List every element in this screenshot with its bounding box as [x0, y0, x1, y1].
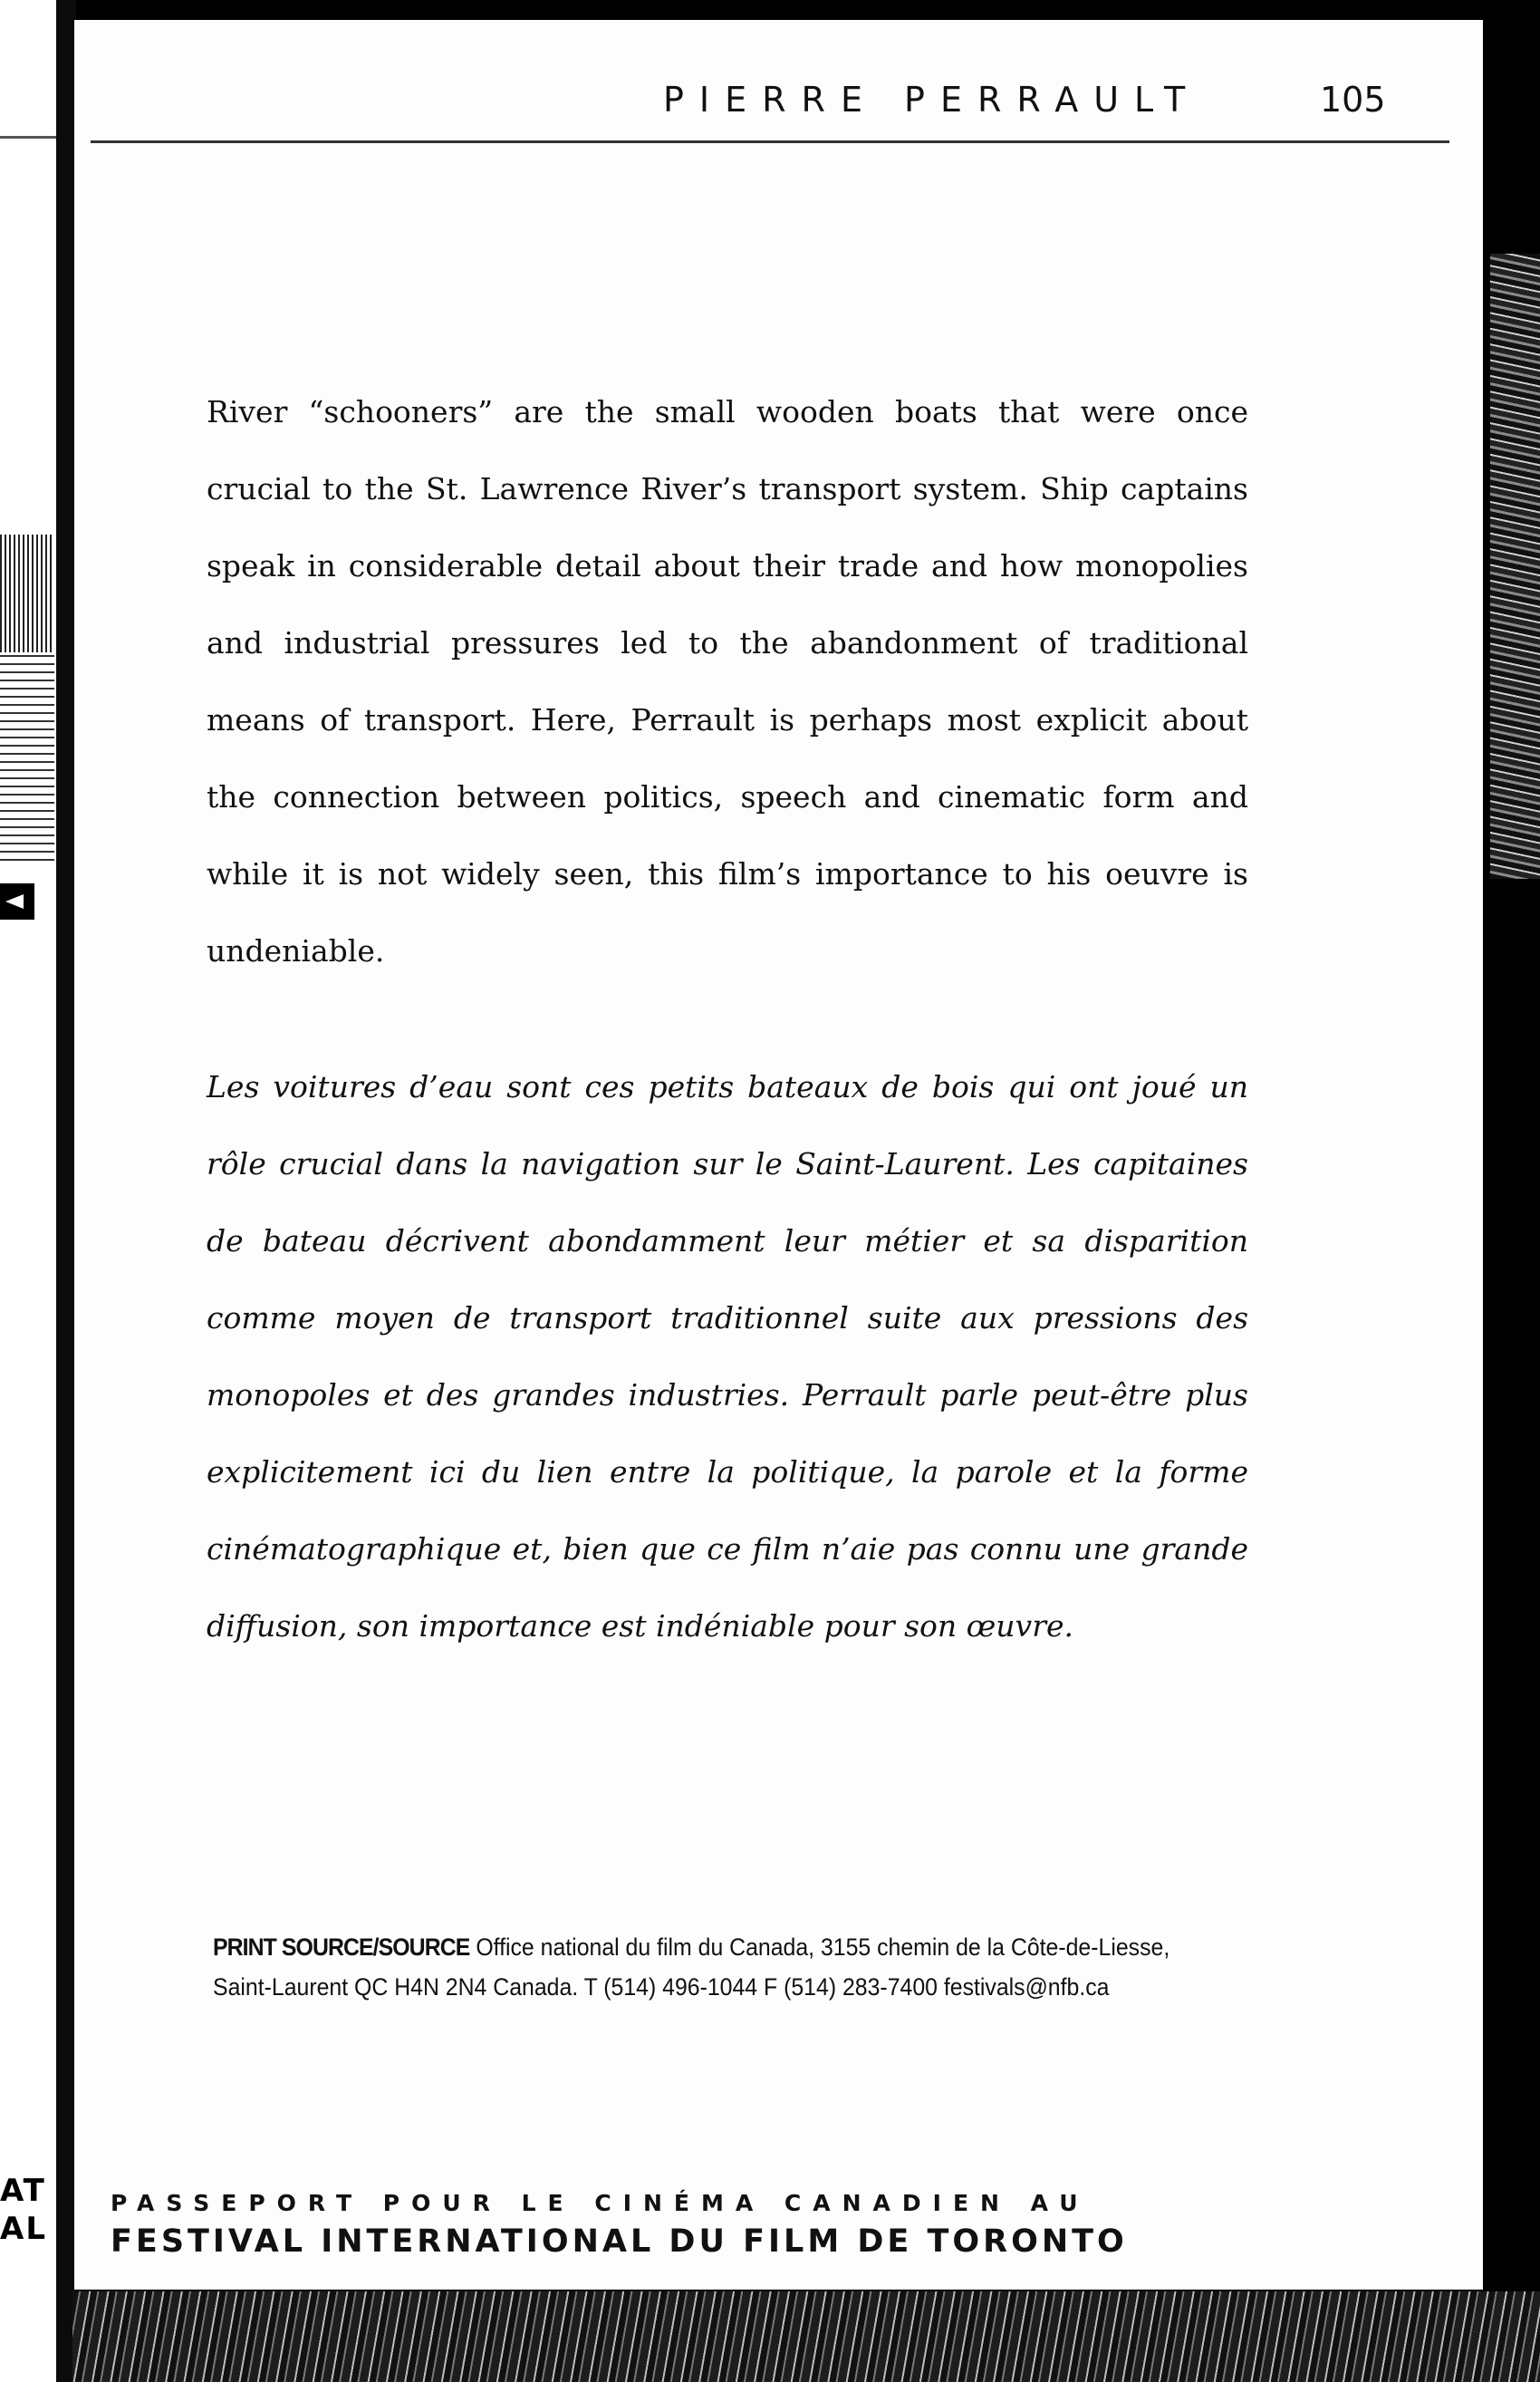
header-divider [91, 140, 1449, 143]
running-header-author: PIERRE PERRAULT [663, 80, 1201, 120]
scan-edge-bottom [72, 2291, 1540, 2382]
french-paragraph: Les voitures d’eau sont ces petits bateaux de bois qui ont joué un rôle crucial dans la navigation sur le Saint-Laurent. Les capitaines de bateau décrivent abondamment leur métier et sa disparition comme moyen de transport traditionnel suite aux pressions des monopoles et des grandes industries. Perrault parle peut-être plus explicitement ici du lien entre la politique, la parole et la forme cinématographique et, bien que ce film n’aie pas connu une grande diffusion, son importance est indéniable pour son œuvre. [207, 1069, 1248, 1644]
print-source-label: PRINT SOURCE/SOURCE [213, 1934, 470, 1961]
footer-line-1: PASSEPORT POUR LE CINÉMA CANADIEN AU [111, 2190, 1090, 2216]
arrow-left-icon [0, 883, 34, 920]
document-page [74, 20, 1483, 2290]
print-source [213, 1927, 1179, 2007]
scan-edge-right [1490, 254, 1540, 879]
print-source-text: Office national du film du Canada, 3155 chemin de la Côte-de-Liesse, Saint-Laurent QC H4N 2N4 Canada. T (514) 496-1044 F (514) 283-7400 festivals@nfb.ca [213, 1934, 1170, 2001]
adjacent-page-image [0, 535, 54, 666]
adjacent-page-fragment-2: AL [0, 2211, 47, 2247]
adjacent-page-table [0, 652, 54, 861]
binding-gutter [56, 0, 76, 2382]
footer-line-2: FESTIVAL INTERNATIONAL DU FILM DE TORONTO [111, 2223, 1128, 2260]
adjacent-page-fragment-1: AT [0, 2173, 46, 2209]
page-number: 105 [1320, 80, 1386, 120]
english-paragraph: River “schooners” are the small wooden boats that were once crucial to the St. Lawrence River’s transport system. Ship captains speak in considerable detail about their trade and how monopolies and industrial pressures led to the abandonment of traditional means of transport. Here, Perrault is perhaps most explicit about the connection between politics, speech and cinematic form and while it is not widely seen, this film’s importance to his oeuvre is undeniable. [207, 394, 1248, 969]
adjacent-page-rule [0, 136, 56, 139]
